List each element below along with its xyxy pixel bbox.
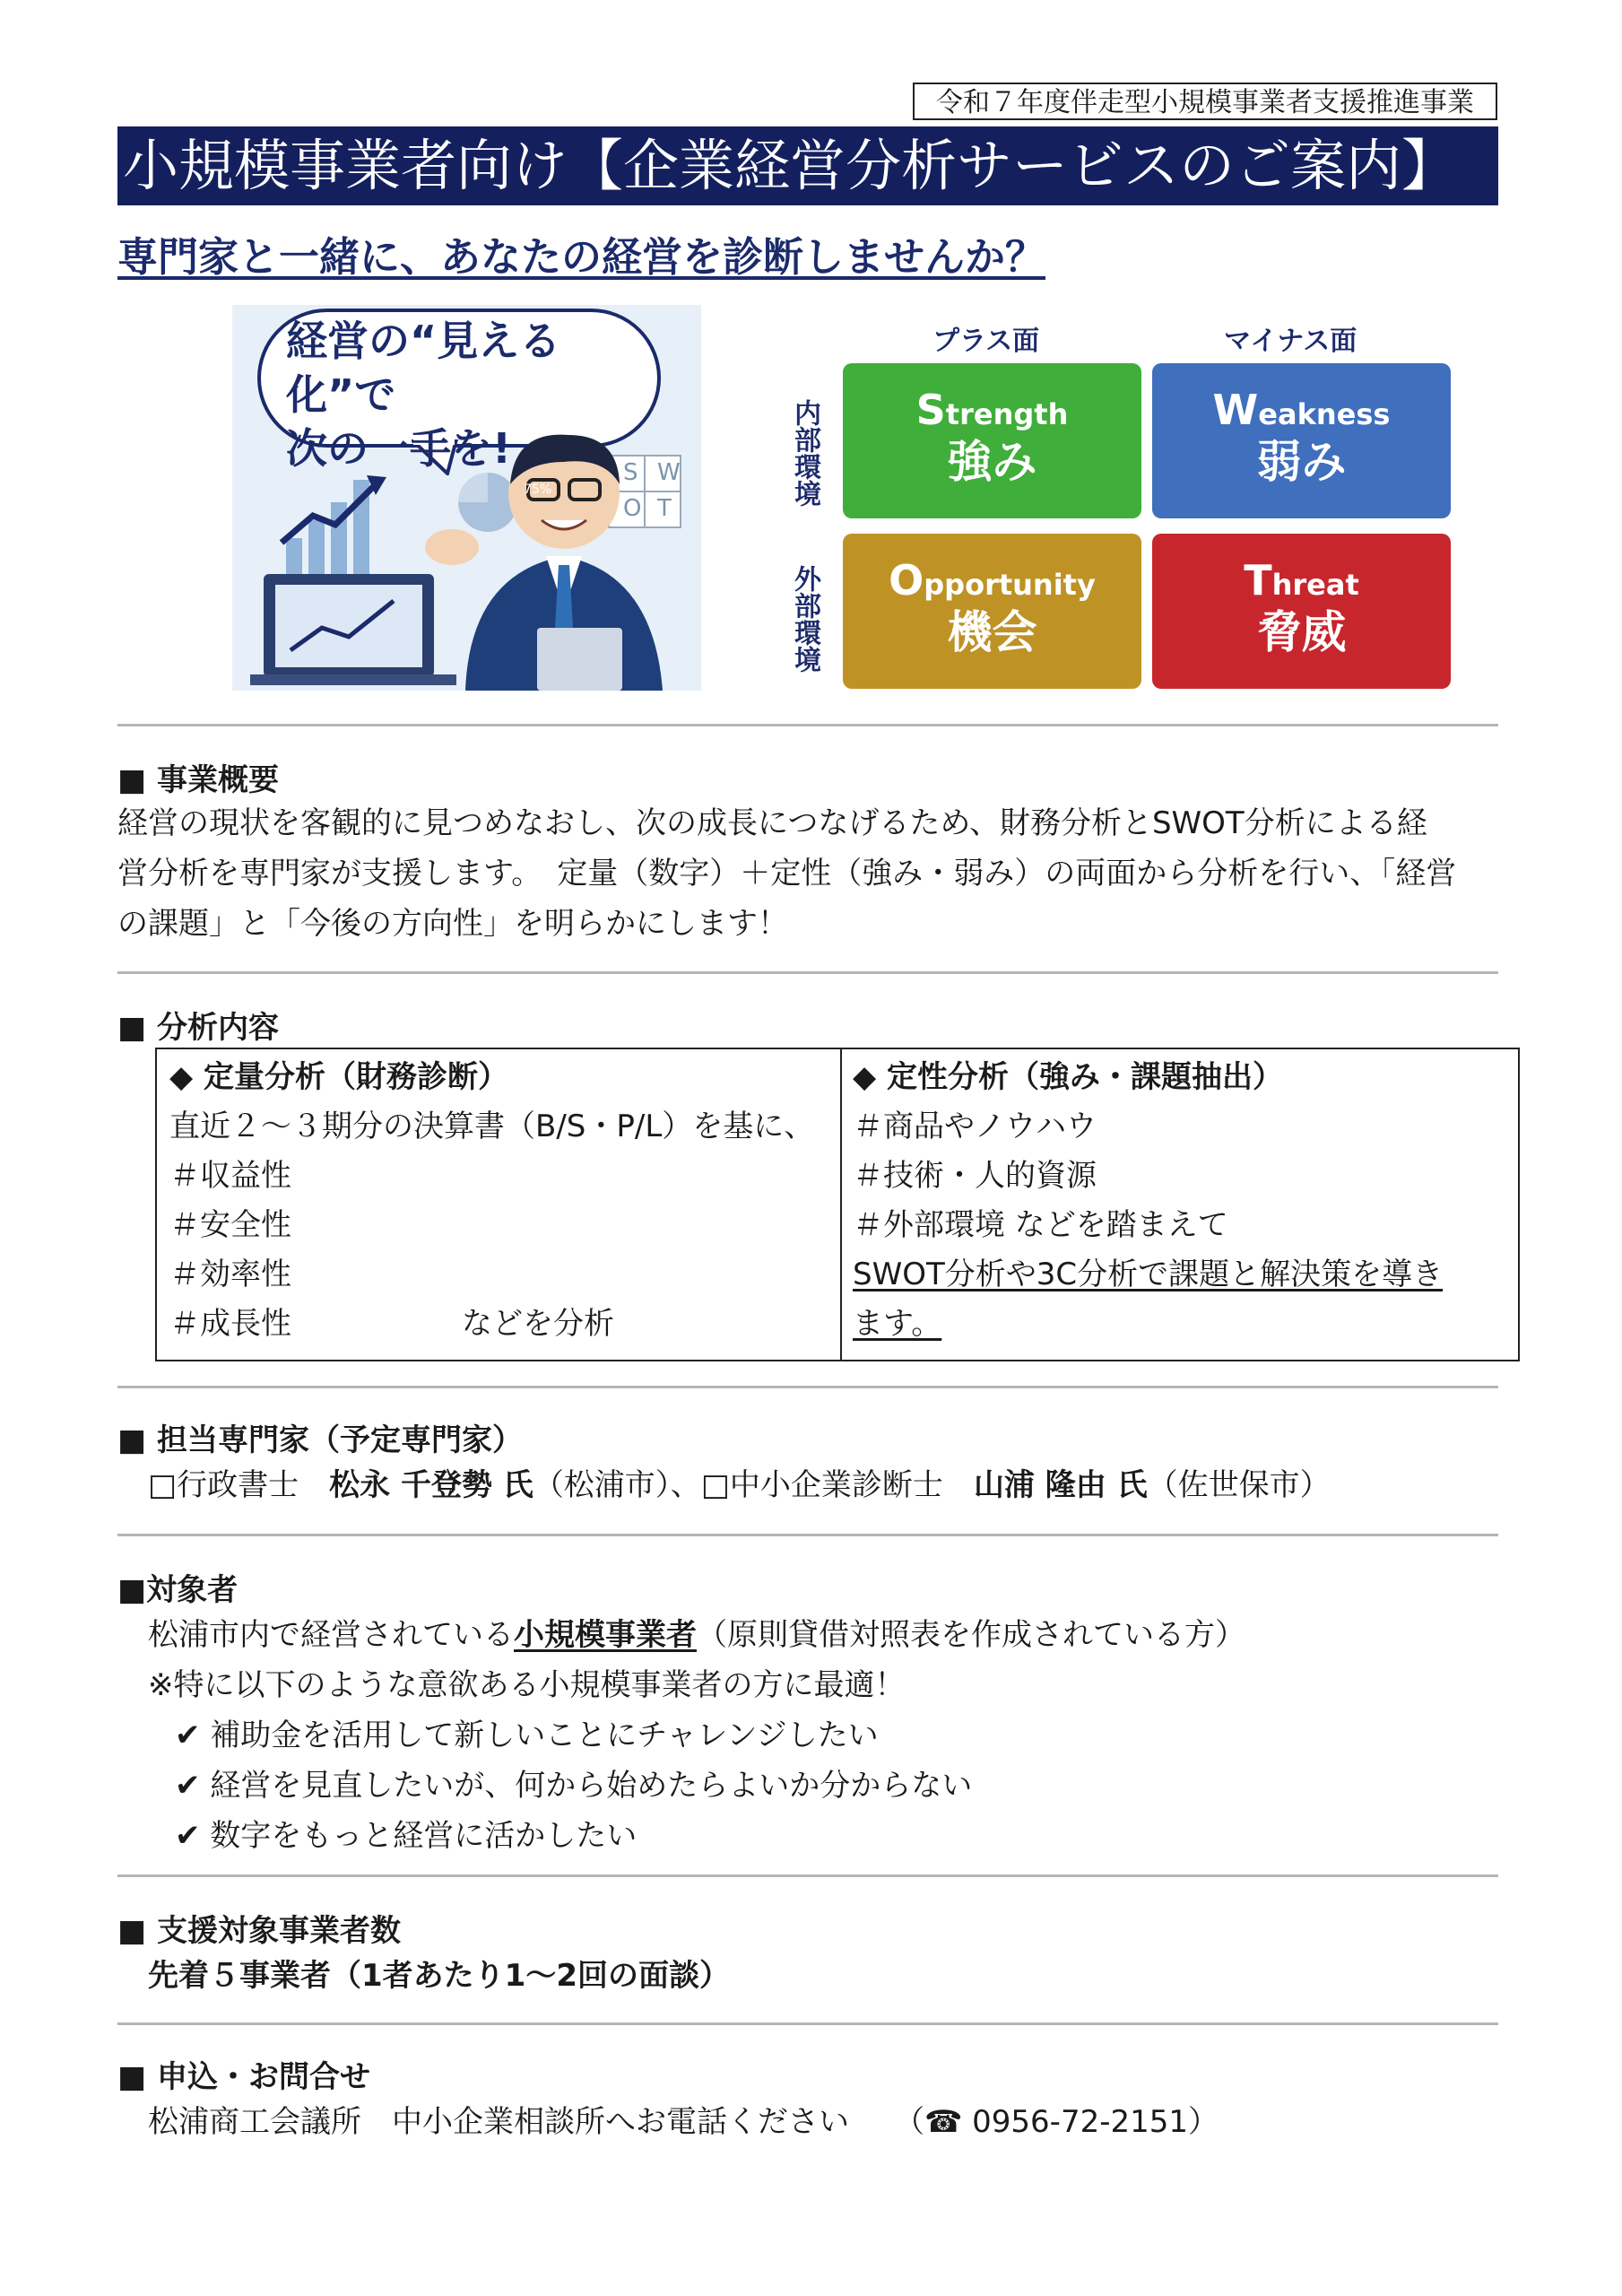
swot-strength — [843, 363, 1141, 518]
divider — [117, 1874, 1498, 1877]
col-head-plus: プラス面 — [932, 326, 1040, 357]
quantitative-suffix: などを分析 — [462, 1306, 614, 1342]
card-letter-t: T — [657, 495, 672, 522]
quantitative-item-last — [169, 1300, 814, 1349]
strength-jp: 強み — [947, 436, 1037, 488]
target-line-1 — [148, 1610, 1245, 1660]
program-name: 令和７年度伴走型小規模事業者支援推進事業 — [913, 83, 1497, 120]
strength-rest: trength — [945, 397, 1069, 431]
target-check: ✔ 数字をもっと経営に活かしたい — [175, 1818, 638, 1854]
quantitative-intro: 直近２〜３期分の決算書（B/S・P/L）を基に、 — [169, 1109, 815, 1144]
expert-2-city: （佐世保市） — [1147, 1467, 1331, 1503]
qualitative-conclusion: ます。 — [853, 1306, 942, 1342]
consultant-illustration — [232, 305, 701, 691]
contact-phone[interactable]: （☎ 0956-72-2151） — [894, 2104, 1219, 2140]
contact-org: 松浦商工会議所 中小企業相談所へお電話ください — [148, 2104, 849, 2140]
card-letter-s: S — [623, 459, 638, 486]
qualitative-item: ＃商品やノウハウ — [853, 1109, 1097, 1144]
expert-1-role: □行政書士 — [148, 1467, 299, 1503]
weakness-rest: eakness — [1258, 397, 1391, 431]
expert-1-city: （松浦市）、 — [533, 1467, 701, 1503]
threat-jp: 脅威 — [1256, 606, 1347, 658]
row-head-external: 外部環境 — [789, 565, 820, 673]
overview-text — [117, 798, 1456, 949]
qualitative-column — [853, 1053, 1443, 1349]
bubble-line-2: 次の一手を! — [286, 424, 511, 473]
count-value: 先着５事業者（1者あたり1〜2回の面談） — [148, 1958, 730, 1994]
opportunity-initial: O — [889, 556, 924, 604]
weakness-initial: W — [1212, 386, 1259, 434]
weakness-jp: 弱み — [1256, 436, 1347, 488]
divider — [117, 1534, 1498, 1536]
row-head-internal: 内部環境 — [789, 399, 820, 507]
divider — [117, 1386, 1498, 1388]
qualitative-heading: ◆ 定性分析（強み・課題抽出） — [853, 1059, 1283, 1095]
expert-2-role: □中小企業診断士 — [700, 1467, 943, 1503]
section-title-analysis: ■ 分析内容 — [117, 1010, 279, 1046]
swot-matrix — [785, 318, 1453, 691]
threat-rest: hreat — [1271, 568, 1359, 602]
quantitative-heading: ◆ 定量分析（財務診断） — [169, 1059, 508, 1095]
section-title-experts: ■ 担当専門家（予定専門家） — [117, 1422, 523, 1458]
section-title-target: ■対象者 — [117, 1572, 239, 1608]
strength-initial: S — [915, 386, 946, 434]
overview-line: 営分析を専門家が支援します。 定量（数字）＋定性（強み・弱み）の両面から分析を行い、「経営 — [117, 856, 1457, 891]
contact-line — [148, 2097, 1219, 2147]
section-title-contact: ■ 申込・お問合せ — [117, 2059, 370, 2095]
quantitative-column — [169, 1053, 814, 1349]
divider — [117, 2022, 1498, 2025]
swot-opportunity — [843, 534, 1141, 689]
qualitative-conclusion: SWOT分析や3C分析で課題と解決策を導き — [853, 1257, 1444, 1292]
col-head-minus: マイナス面 — [1224, 326, 1357, 357]
page-title: 小規模事業者向け【企業経営分析サービスのご案内】 — [117, 126, 1498, 205]
card-letter-o: O — [623, 495, 642, 522]
target-emphasis: 小規模事業者 — [514, 1617, 697, 1653]
expert-2-name: 山浦 隆由 氏 — [973, 1467, 1148, 1503]
experts-line — [148, 1460, 1331, 1510]
divider — [117, 971, 1498, 974]
quantitative-item: ＃成長性 — [169, 1306, 291, 1342]
opportunity-jp: 機会 — [947, 606, 1037, 658]
target-check: ✔ 経営を見直したいが、何から始めたらよいか分からない — [175, 1768, 973, 1804]
swot-weakness — [1152, 363, 1451, 518]
threat-initial: T — [1244, 556, 1272, 604]
target-line-2: ※特に以下のような意欲ある小規模事業者の方に最適！ — [148, 1667, 906, 1703]
target-text — [148, 1610, 1245, 1861]
expert-1-name: 松永 千登勢 氏 — [329, 1467, 533, 1503]
opportunity-rest: pportunity — [924, 568, 1096, 602]
bubble-line-1: 経営の“見える化”で — [286, 317, 561, 419]
card-letter-w: W — [657, 459, 681, 486]
target-post: （原則貸借対照表を作成されている方） — [697, 1617, 1245, 1653]
section-title-count: ■ 支援対象事業者数 — [117, 1913, 401, 1949]
quantitative-item: ＃収益性 — [169, 1158, 291, 1194]
quantitative-item: ＃効率性 — [169, 1257, 291, 1292]
divider — [117, 724, 1498, 726]
overview-line: 経営の現状を客観的に見つめなおし、次の成長につなげるため、財務分析とSWOT分析による経 — [117, 805, 1427, 841]
analysis-table — [155, 1048, 1520, 1361]
page-subtitle: 専門家と一緒に、あなたの経営を診断しませんか？ — [117, 233, 1046, 281]
swot-threat — [1152, 534, 1451, 689]
target-check: ✔ 補助金を活用して新しいことにチャレンジしたい — [175, 1718, 879, 1753]
pie-percent-label: 75% — [524, 483, 552, 497]
overview-line: の課題」と「今後の方向性」を明らかにします！ — [117, 906, 788, 942]
quantitative-item: ＃安全性 — [169, 1207, 291, 1243]
table-divider — [840, 1049, 842, 1360]
qualitative-item: ＃外部環境 などを踏まえて — [853, 1207, 1228, 1243]
qualitative-item: ＃技術・人的資源 — [853, 1158, 1097, 1194]
target-pre: 松浦市内で経営されている — [148, 1617, 514, 1653]
section-title-overview: ■ 事業概要 — [117, 762, 279, 798]
